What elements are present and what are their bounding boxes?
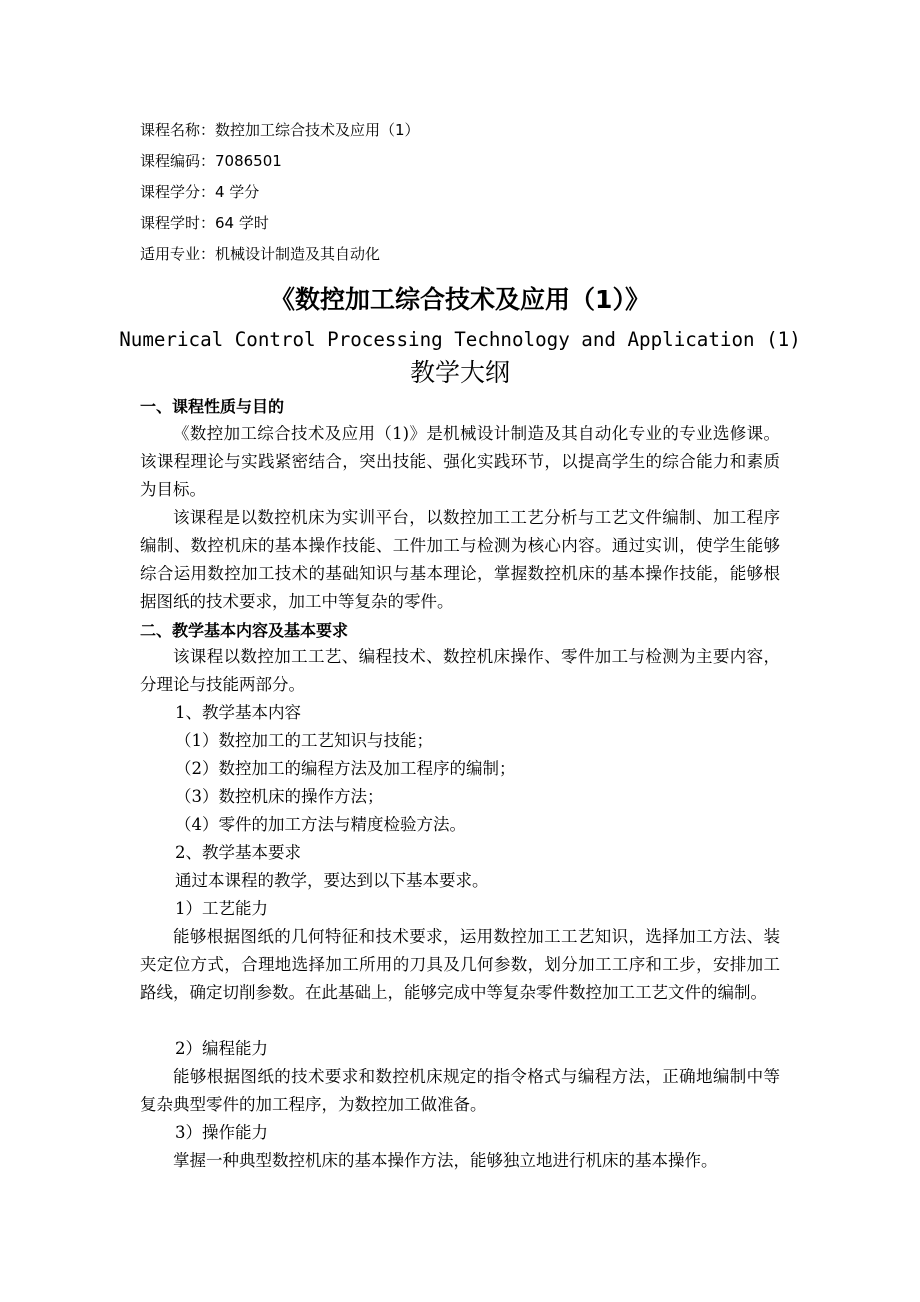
requirements-intro: 通过本课程的教学，要达到以下基本要求。 bbox=[175, 871, 489, 890]
content-item: （3）数控机床的操作方法； bbox=[175, 787, 384, 806]
section1-paragraph-2: 该课程是以数控机床为实训平台，以数控加工工艺分析与工艺文件编制、加工程序编制、数控机床的基本操作技能、工件加工与检测为核心内容。通过实训，使学生能够综合运用数控加工技术的基础知识与基本理论，掌握数控机床的基本操作技能，能够根据图纸的技术要求，加工中等复杂的零件。 bbox=[140, 508, 780, 611]
ability-process-text: 能够根据图纸的几何特征和技术要求，运用数控加工工艺知识，选择加工方法、装夹定位方式，合理地选择加工所用的刀具及几何参数，划分加工工序和工步，安排加工路线，确定切削参数。在此基础上，能够完成中等复杂零件数控加工工艺文件的编制。 bbox=[140, 927, 780, 1002]
ability-programming-title: 2）编程能力 bbox=[175, 1039, 268, 1058]
course-code: 课程编码：7086501 bbox=[140, 152, 282, 170]
course-hours: 课程学时：64 学时 bbox=[140, 214, 269, 232]
course-name: 课程名称：数控加工综合技术及应用（1） bbox=[140, 121, 420, 139]
course-credits: 课程学分：4 学分 bbox=[140, 183, 260, 201]
section2-heading: 二、教学基本内容及基本要求 bbox=[140, 621, 349, 640]
document-title: 《数控加工综合技术及应用（1）》 bbox=[270, 285, 650, 314]
document-title-syllabus: 教学大纲 bbox=[409, 358, 510, 387]
content-title: 1、教学基本内容 bbox=[175, 703, 301, 722]
section1-paragraph-1: 《数控加工综合技术及应用（1)》是机械设计制造及其自动化专业的专业选修课。该课程理论与实践紧密结合，突出技能、强化实践环节，以提高学生的综合能力和素质为目标。 bbox=[140, 424, 780, 499]
course-major: 适用专业：机械设计制造及其自动化 bbox=[140, 245, 381, 263]
ability-operation-title: 3）操作能力 bbox=[175, 1123, 268, 1142]
content-item: （1）数控加工的工艺知识与技能； bbox=[175, 731, 433, 750]
section2-intro: 该课程以数控加工工艺、编程技术、数控机床操作、零件加工与检测为主要内容，分理论与技能两部分。 bbox=[140, 647, 780, 694]
ability-programming-text: 能够根据图纸的技术要求和数控机床规定的指令格式与编程方法，正确地编制中等复杂典型零件的加工程序，为数控加工做准备。 bbox=[140, 1067, 780, 1114]
requirements-title: 2、教学基本要求 bbox=[175, 843, 301, 862]
ability-process-title: 1）工艺能力 bbox=[175, 899, 268, 918]
document-subtitle-en: Numerical Control Processing Technology and Application (1) bbox=[119, 328, 801, 351]
ability-operation-text: 掌握一种典型数控机床的基本操作方法，能够独立地进行机床的基本操作。 bbox=[173, 1151, 718, 1170]
section1-heading: 一、课程性质与目的 bbox=[140, 397, 285, 416]
content-item: （4）零件的加工方法与精度检验方法。 bbox=[175, 815, 466, 834]
content-item: （2）数控加工的编程方法及加工程序的编制； bbox=[175, 759, 516, 778]
